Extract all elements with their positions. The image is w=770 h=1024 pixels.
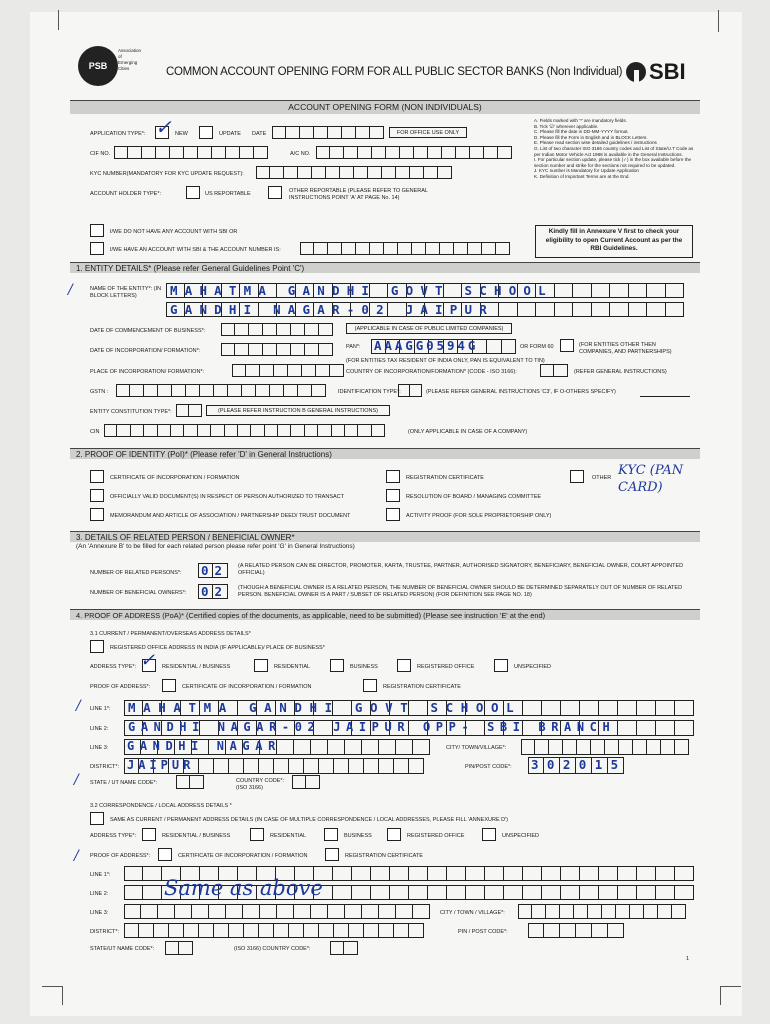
incorporation-boxes[interactable] — [221, 343, 333, 356]
logo-label: PSB — [88, 61, 108, 71]
crop-mark-bottom-left — [42, 986, 63, 1005]
corr-same-as-above: Same as above — [164, 876, 323, 900]
existing-account-boxes[interactable] — [300, 242, 510, 255]
district-value: JAIPUR — [127, 758, 195, 772]
poa-regcert-checkbox[interactable] — [363, 679, 377, 692]
us-reportable-label: US REPORTABLE — [205, 191, 251, 197]
place-label: PLACE OF INCORPORATION/ FORMATION*: — [90, 369, 205, 375]
instruction-item: D. Please fill the Form in English and in BLOCK Letters. — [534, 134, 648, 140]
beneficial-owners-note: (THOUGH A BENEFICIAL OWNER IS A RELATED PERSON, THE NUMBER OF BENEFICIAL OWNER SHOULD BE DETERMINED SEPARATELY OUT OF NUMBER OF RELATED PERSON. BENEFICIAL OWNER IS A PART / SUBSET OF RELATED PERSON) (FOR DEFINITION SEE PAGE NO. 18) — [238, 585, 683, 598]
corr-type-residential-label: RESIDENTIAL — [270, 833, 307, 839]
poi-other-value: KYC (PAN CARD) — [618, 463, 684, 495]
corr-type-res-business-label: RESIDENTIAL / BUSINESS — [162, 833, 231, 839]
city-boxes[interactable] — [521, 739, 689, 755]
state-label: STATE / UT NAME CODE*: — [90, 780, 158, 786]
address-line-1-label: LINE 1*: — [90, 706, 111, 712]
corr-poa-regcert-label: REGISTRATION CERTIFICATE — [345, 853, 423, 859]
poi-certificate-checkbox[interactable] — [90, 470, 104, 483]
beneficial-owners-label: NUMBER OF BENEFICIAL OWNERS*: — [90, 590, 187, 596]
country-code-label: COUNTRY CODE*: (ISO 3166) — [236, 778, 285, 791]
poi-resolution-checkbox[interactable] — [386, 489, 400, 502]
ac-label: A/C NO. — [290, 151, 311, 157]
state-boxes[interactable] — [176, 775, 204, 789]
corr-type-residential-checkbox[interactable] — [250, 828, 264, 841]
form60-label: OR FORM 60 — [520, 344, 554, 350]
country-label: COUNTRY OF INCORPORATION/FORMATION* (CODE - ISO 3166): — [346, 369, 517, 375]
corr-address-type-label: ADDRESS TYPE*: — [90, 833, 137, 839]
new-label: NEW — [175, 131, 188, 137]
ac-boxes[interactable] — [316, 146, 512, 159]
id-type-other-line — [640, 396, 690, 397]
corr-type-registered-checkbox[interactable] — [387, 828, 401, 841]
page-number: 1 — [686, 956, 690, 962]
addr-type-unspecified-label: UNSPECIFIED — [514, 664, 551, 670]
id-type-label: IDENTIFICATION TYPE*: — [338, 389, 401, 395]
kyc-boxes[interactable] — [256, 166, 452, 179]
instruction-item: A. Fields marked with '*' are mandatory fields. — [534, 118, 627, 123]
addr-type-residential-checkbox[interactable] — [254, 659, 268, 672]
commencement-boxes[interactable] — [221, 323, 333, 336]
addr-type-res-business-label: RESIDENTIAL / BUSINESS — [162, 664, 231, 670]
poi-ovd-label: OFFICIALLY VALID DOCUMENT(S) IN RESPECT OF PERSON AUTHORIZED TO TRANSACT — [110, 494, 344, 500]
other-reportable-checkbox[interactable] — [268, 186, 282, 199]
corr-proof-label: PROOF OF ADDRESS*: — [90, 853, 151, 859]
gstn-boxes[interactable] — [116, 384, 326, 397]
cin-note: (ONLY APPLICABLE IN CASE OF A COMPANY) — [408, 429, 528, 435]
sbi-logo — [626, 59, 686, 85]
place-boxes[interactable] — [232, 364, 344, 377]
public-note — [346, 323, 512, 334]
instruction-item: E. Please read section wise detailed guidelines / instructions — [534, 140, 657, 146]
entity-name-label: NAME OF THE ENTITY*: (IN BLOCK LETTERS) — [90, 286, 162, 299]
corr-poa-cert-checkbox[interactable] — [158, 848, 172, 861]
tick-mark-new: ✓ — [155, 115, 172, 139]
pan-value: AAAGG0594G — [374, 338, 479, 353]
corr-city-label: CITY / TOWN / VILLAGE*: — [440, 910, 505, 916]
poi-registration-checkbox[interactable] — [386, 470, 400, 483]
section-4-heading: 4. PROOF OF ADDRESS (PoA)* (Certified copies of the documents, as applicable, need to be submitted) (Please see instruction 'E' at the end) — [70, 609, 700, 620]
poi-certificate-label: CERTIFICATE OF INCORPORATION / FORMATION — [110, 475, 240, 481]
corr-type-unspecified-label: UNSPECIFIED — [502, 833, 539, 839]
pen-mark-line1: / — [76, 698, 81, 714]
tick-mark-address-type: ✓ — [140, 650, 156, 671]
sbi-logo-icon — [626, 62, 646, 82]
no-account-checkbox[interactable] — [90, 224, 104, 237]
poi-other-checkbox[interactable] — [570, 470, 584, 483]
entity-name-line-2: GANDHI NAGAR-02 JAIPUR — [170, 302, 494, 317]
kyc-label: KYC NUMBER(MANDATORY FOR KYC UPDATE REQUEST): — [90, 171, 244, 177]
beneficial-owners-value: 02 — [201, 584, 229, 599]
section-1-heading: 1. ENTITY DETAILS* (Please refer General Guidelines Point 'C') — [70, 262, 700, 273]
pin-label: PIN/POST CODE*: — [465, 764, 512, 770]
corr-line-3-label: LINE 3: — [90, 910, 109, 916]
poi-resolution-label: RESOLUTION OF BOARD / MANAGING COMMITTEE — [406, 494, 542, 500]
crop-mark-top-right — [718, 10, 719, 32]
other-reportable-label: OTHER REPORTABLE (PLEASE REFER TO GENERAL INSTRUCTIONS POINT 'A' AT PAGE No. 14) — [289, 188, 428, 201]
commencement-label: DATE OF COMMENCEMENT OF BUSINESS*: — [90, 328, 206, 334]
corr-type-business-checkbox[interactable] — [324, 828, 338, 841]
cif-boxes[interactable] — [114, 146, 268, 159]
country-boxes[interactable] — [540, 364, 568, 377]
have-account-checkbox[interactable] — [90, 242, 104, 255]
pan-label: PAN*: — [346, 344, 361, 350]
poa-cert-label: CERTIFICATE OF INCORPORATION / FORMATION — [182, 684, 312, 690]
subtitle: ACCOUNT OPENING FORM (NON INDIVIDUALS) — [288, 102, 482, 112]
reg-office-label: REGISTERED OFFICE ADDRESS IN INDIA (IF APPLICABLE)/ PLACE OF BUSINESS* — [110, 645, 325, 651]
have-account-label: I/WE HAVE AN ACCOUNT WITH SBI & THE ACCOUNT NUMBER IS: — [110, 247, 281, 253]
proof-of-address-label: PROOF OF ADDRESS*: — [90, 684, 151, 690]
other-entities-note: (FOR ENTITIES OTHER THEN COMPANIES, AND PARTNERSHIPS) — [579, 342, 672, 355]
us-reportable-checkbox[interactable] — [186, 186, 200, 199]
addr-type-unspecified-checkbox[interactable] — [494, 659, 508, 672]
eligibility-notice-text: Kindly fill in Annexure V first to check your eligibility to open Current Account as per the RBI Guidelines. — [545, 228, 683, 252]
instruction-item: J. KYC number is Mandatory for Update Application — [534, 168, 639, 174]
corr-state-label: STATE/UT NAME CODE*: — [90, 946, 155, 952]
update-checkbox[interactable] — [199, 126, 213, 139]
corr-type-registered-label: REGISTERED OFFICE — [407, 833, 465, 839]
poi-activity-label: ACTIVITY PROOF (FOR SOLE PROPRIETORSHIP ONLY) — [406, 513, 552, 519]
corr-line-2-label: LINE 2: — [90, 891, 109, 897]
address-line-2-value: GANDHI NAGAR-02 JAIPUR OPP- SBI BRANCH — [128, 720, 616, 734]
address-line-1-value: MAHATMA GANDHI GOVT SCHOOL — [128, 700, 522, 715]
instruction-item: K. Definition of Important Terms are at the End. — [534, 173, 630, 179]
constitution-label: ENTITY CONSTITUTION TYPE*: — [90, 409, 172, 415]
city-label: CITY/ TOWN/VILLAGE*: — [446, 745, 507, 751]
constitution-note-text: (PLEASE REFER INSTRUCTION B GENERAL INSTRUCTIONS) — [218, 408, 378, 414]
corr-poa-regcert-checkbox[interactable] — [325, 848, 339, 861]
poi-moa-checkbox[interactable] — [90, 508, 104, 521]
poi-ovd-checkbox[interactable] — [90, 489, 104, 502]
id-type-note: (PLEASE REFER GENERAL INSTRUCTIONS 'C3', IF O-OTHERS SPECIFY) — [426, 389, 616, 395]
poi-activity-checkbox[interactable] — [386, 508, 400, 521]
instructions-list — [534, 118, 700, 180]
instruction-item: G. List of two character ISO 3166 country codes and List of State/U.T Code as per Indian Motor Vehicle Act 1988 is available in the General Instructions. — [534, 145, 694, 157]
date-label: DATE — [252, 131, 267, 137]
corr-pin-boxes[interactable] — [528, 923, 624, 938]
instruction-item: B. Tick '☑' wherever applicable. — [534, 123, 599, 129]
cif-label: CIF NO. — [90, 151, 111, 157]
incorporation-label: DATE OF INCORPORATION/ FORMATION*: — [90, 348, 201, 354]
corr-country-boxes[interactable] — [330, 941, 358, 955]
corr-city-boxes[interactable] — [518, 904, 686, 919]
poa-regcert-label: REGISTRATION CERTIFICATE — [383, 684, 461, 690]
holder-type-label: ACCOUNT HOLDER TYPE*: — [90, 191, 162, 197]
id-type-boxes[interactable] — [398, 384, 422, 397]
corr-line-1-label: LINE 1*: — [90, 872, 111, 878]
office-use-box — [389, 127, 467, 138]
addr-type-residential-label: RESIDENTIAL — [274, 664, 311, 670]
corr-type-res-business-checkbox[interactable] — [142, 828, 156, 841]
public-note-text: (APPLICABLE IN CASE OF PUBLIC LIMITED COMPANIES) — [354, 326, 504, 332]
pen-mark-proof: / — [74, 848, 79, 864]
form-title: COMMON ACCOUNT OPENING FORM FOR ALL PUBLIC SECTOR BANKS (Non Individual) — [166, 66, 623, 78]
corr-line-3-grid[interactable] — [124, 904, 430, 919]
corr-state-boxes[interactable] — [165, 941, 193, 955]
crop-mark-bottom-right — [720, 986, 741, 1005]
pen-mark-name: / — [68, 282, 73, 298]
section-3-heading: 3. DETAILS OF RELATED PERSON / BENEFICIAL OWNER* — [70, 531, 700, 542]
gstn-label: GSTN : — [90, 389, 109, 395]
date-boxes[interactable] — [272, 126, 384, 139]
pan-note: (FOR ENTITIES TAX RESIDENT OF INDIA ONLY, PAN IS EQUIVALENT TO TIN) — [346, 358, 545, 364]
corr-type-unspecified-checkbox[interactable] — [482, 828, 496, 841]
poi-other-label: OTHER — [592, 475, 612, 481]
correspondence-subheading: 3.2 CORRESPONDENCE / LOCAL ADDRESS DETAILS * — [90, 803, 232, 809]
corr-poa-cert-label: CERTIFICATE OF INCORPORATION / FORMATION — [178, 853, 308, 859]
district-label: DISTRICT*: — [90, 764, 120, 770]
update-label: UPDATE — [219, 131, 241, 137]
corr-pin-label: PIN / POST CODE*: — [458, 929, 508, 935]
corr-district-label: DISTRICT*: — [90, 929, 120, 935]
section-3-subheading: (An 'Annexure B' to be filled for each related person please refer point 'G' in General Instructions) — [76, 543, 355, 550]
addr-type-business-label: BUSINESS — [350, 664, 378, 670]
cin-boxes[interactable] — [104, 424, 385, 437]
section-2-heading: 2. PROOF OF IDENTITY (PoI)* (Please refer 'D' in General Instructions) — [70, 448, 700, 459]
instruction-item: C. Please fill the date in DD-MM-YYYY format. — [534, 129, 629, 135]
instruction-item: I. For particular section update, please tick (✓) in the box available before the section number and strike for the sections not required to be updated. — [534, 157, 692, 168]
corr-district-grid[interactable] — [124, 923, 424, 938]
address-type-label: ADDRESS TYPE*: — [90, 664, 137, 670]
corr-country-label: (ISO 3166) COUNTRY CODE*: — [234, 946, 311, 952]
no-account-label: I/WE DO NOT HAVE ANY ACCOUNT WITH SBI OR — [110, 229, 238, 235]
addr-type-registered-checkbox[interactable] — [397, 659, 411, 672]
subtitle-bar — [70, 100, 700, 114]
pen-mark-state: / — [74, 772, 79, 788]
constitution-note — [206, 405, 390, 416]
reg-office-checkbox[interactable] — [90, 640, 104, 653]
poi-registration-label: REGISTRATION CERTIFICATE — [406, 475, 484, 481]
address-line-3-value: GANDHI NAGAR — [127, 739, 281, 753]
same-address-checkbox[interactable] — [90, 812, 104, 825]
crop-mark-top-left — [58, 10, 59, 30]
address-line-2-label: LINE 2: — [90, 726, 109, 732]
addr-type-registered-label: REGISTERED OFFICE — [417, 664, 475, 670]
country-code-boxes[interactable] — [292, 775, 320, 789]
entity-name-line-1: MAHATMA GANDHI GOVT SCHOOL — [170, 283, 553, 298]
psb-logo — [78, 46, 118, 86]
sbi-text: SBI — [649, 59, 686, 84]
same-address-label: SAME AS CURRENT / PERMANENT ADDRESS DETAILS (IN CASE OF MULTIPLE CORRESPONDENCE / LOCAL ADDRESSES, PLEASE FILL 'ANNEXURE D') — [110, 817, 508, 823]
poi-moa-label: MEMORANDUM AND ARTICLE OF ASSOCIATION / PARTNERSHIP DEED/ TRUST DOCUMENT — [110, 513, 351, 519]
related-persons-note: (A RELATED PERSON CAN BE DIRECTOR, PROMOTER, KARTA, TRUSTEE, PARTNER, AUTHORISED SIGNATORY, BENEFICIARY, BENEFICIAL OWNER, COURT APPOINTED OFFICIAL) — [238, 563, 684, 576]
office-use-label: FOR OFFICE USE ONLY — [396, 130, 460, 136]
current-address-subheading: 3.1 CURRENT / PERMANENT/OVERSEAS ADDRESS DETAILS* — [90, 631, 251, 637]
related-persons-label: NUMBER OF RELATED PERSONS*: — [90, 570, 182, 576]
application-type-label: APPLICATION TYPE*: — [90, 131, 146, 137]
refer-note: (REFER GENERAL INSTRUCTIONS) — [574, 369, 667, 375]
logo-caption: Association of Emerging Cities — [118, 48, 142, 71]
form60-checkbox[interactable] — [560, 339, 574, 352]
related-persons-value: 02 — [201, 563, 229, 578]
pin-value: 302015 — [531, 757, 627, 772]
cin-label: CIN — [90, 429, 100, 435]
constitution-boxes[interactable] — [176, 404, 202, 417]
eligibility-notice — [535, 225, 693, 258]
addr-type-business-checkbox[interactable] — [330, 659, 344, 672]
poa-cert-checkbox[interactable] — [162, 679, 176, 692]
corr-type-business-label: BUSINESS — [344, 833, 372, 839]
address-line-3-label: LINE 3: — [90, 745, 109, 751]
